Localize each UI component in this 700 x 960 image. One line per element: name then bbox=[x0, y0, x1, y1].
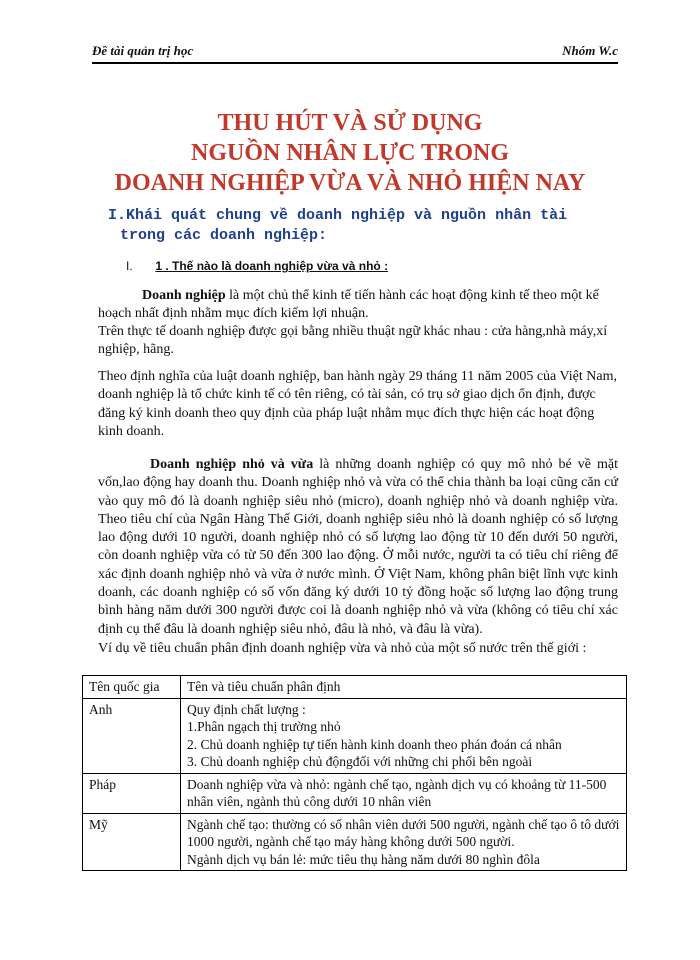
table-cell-criteria bbox=[181, 773, 627, 813]
table-cell-criteria bbox=[181, 813, 627, 871]
term-sme: Doanh nghiệp nhỏ và vừa bbox=[150, 457, 314, 472]
paragraph-sme bbox=[98, 456, 618, 639]
paragraph-terms: Trên thực tế doanh nghiệp được gọi bằng nhiều thuật ngữ khác nhau : cửa hàng,nhà máy,xí nghiệp, hãng. bbox=[98, 324, 608, 358]
criteria-line: Quy định chất lượng : bbox=[187, 701, 306, 717]
criteria-line: Ngành chế tạo: thường có số nhân viên dưới 500 người, ngành chế tạo ô tô dưới 1000 người, ngành chế tạo máy hàng không dưới 500 người. bbox=[187, 816, 620, 849]
title-line-1: THU HÚT VÀ SỬ DỤNG bbox=[217, 110, 483, 136]
header-topic: Đề tài quản trị học bbox=[92, 43, 194, 58]
title-line-2: NGUỒN NHÂN LỰC TRONG bbox=[190, 140, 509, 166]
section-heading-line-2: trong các doanh nghiệp: bbox=[120, 227, 328, 244]
criteria-line: 2. Chủ doanh nghiệp tự tiến hành kinh doanh theo phán đoán cá nhân bbox=[187, 736, 562, 752]
criteria-line: Doanh nghiệp vừa và nhỏ: ngành chế tạo, ngành dịch vụ có khoảng từ 11-500 nhân viên, ngành thủ công dưới 10 nhân viên bbox=[187, 776, 607, 809]
table-header-criteria: Tên và tiêu chuẩn phân định bbox=[181, 676, 627, 699]
criteria-line: 1.Phân ngạch thị trường nhỏ bbox=[187, 719, 341, 734]
paragraph-sme-text: là những doanh nghiệp có quy mô nhỏ bé về mặt vốn,lao động hay doanh thu. Doanh nghiệp nhỏ và vừa có thể chia thành ba loại cũng căn cứ vào quy mô đó là doanh nghiệp siêu nhỏ (micro), doanh nghiệp nhỏ và doanh nghiệp vừa. Theo tiêu chí của Ngân Hàng Thế Giới, doanh nghiệp siêu nhỏ là doanh nghiệp có số lượng lao động dưới 10 người, doanh nghiệp nhỏ có số lượng lao động từ 10 đến dưới 50 người, còn doanh nghiệp vừa có từ 50 đến 300 lao động. Ở mỗi nước, người ta có tiêu chí riêng để xác định doanh nghiệp nhỏ và vừa ở nước mình. Ở Việt Nam, không phân biệt lĩnh vực kinh doanh, các doanh nghiệp có số vốn đăng ký dưới 10 tỷ đồng hoặc số lượng lao động trung bình hàng năm dưới 300 người được coi là doanh nghiệp nhỏ và vừa (không có tiêu chí xác định cụ thể đâu là doanh nghiệp siêu nhỏ, đâu là nhỏ, và đâu là vừa). bbox=[98, 457, 618, 637]
criteria-line: 3. Chủ doanh nghiệp chủ độngđối với những chi phối bên ngoài bbox=[187, 754, 533, 769]
table-row bbox=[83, 698, 627, 773]
subsection-heading bbox=[126, 259, 388, 273]
table-cell-country: Pháp bbox=[83, 773, 181, 813]
subsection-title: 1 . Thế nào là doanh nghiệp vừa và nhỏ : bbox=[155, 259, 389, 273]
section-heading bbox=[108, 206, 638, 246]
title-line-3: DOANH NGHIỆP VỪA VÀ NHỎ HIỆN NAY bbox=[114, 170, 586, 196]
standards-table bbox=[82, 675, 627, 871]
paragraph-definition-text: là một chủ thể kinh tế tiến hành các hoạt động kinh tế theo một kế hoạch nhất định nhằm mục đích kiếm lợi nhuận. bbox=[98, 288, 599, 322]
table-cell-criteria bbox=[181, 698, 627, 773]
table-row bbox=[83, 773, 627, 813]
document-title bbox=[60, 108, 640, 198]
header-group: Nhóm W.c bbox=[562, 43, 618, 58]
paragraph-examples: Ví dụ về tiêu chuẩn phân định doanh nghiệp vừa và nhỏ của một số nước trên thế giới : bbox=[98, 641, 587, 656]
paragraph-law-definition: Theo định nghĩa của luật doanh nghiệp, ban hành ngày 29 tháng 11 năm 2005 của Việt Nam, doanh nghiệp là tổ chức kinh tế có tên riêng, có tài sản, có trụ sở giao dịch ổn định, được đăng ký kinh doanh theo quy định của pháp luật nhằm mục đích thực hiện các hoạt động kinh doanh. bbox=[98, 369, 617, 439]
table-row bbox=[83, 813, 627, 871]
page-header bbox=[92, 40, 618, 64]
criteria-line: Ngành dịch vụ bán lẻ: mức tiêu thụ hàng năm dưới 80 nghìn đôla bbox=[187, 851, 540, 867]
subsection-number: I. bbox=[126, 259, 133, 273]
table-header-row bbox=[83, 676, 627, 699]
section-heading-line-1: I.Khái quát chung về doanh nghiệp và nguồn nhân tài bbox=[108, 207, 568, 224]
table-header-country: Tên quốc gia bbox=[83, 676, 181, 699]
table-cell-country: Mỹ bbox=[83, 813, 181, 871]
table-cell-country: Anh bbox=[83, 698, 181, 773]
paragraph-definition bbox=[98, 287, 618, 324]
term-doanh-nghiep: Doanh nghiệp bbox=[142, 288, 226, 303]
